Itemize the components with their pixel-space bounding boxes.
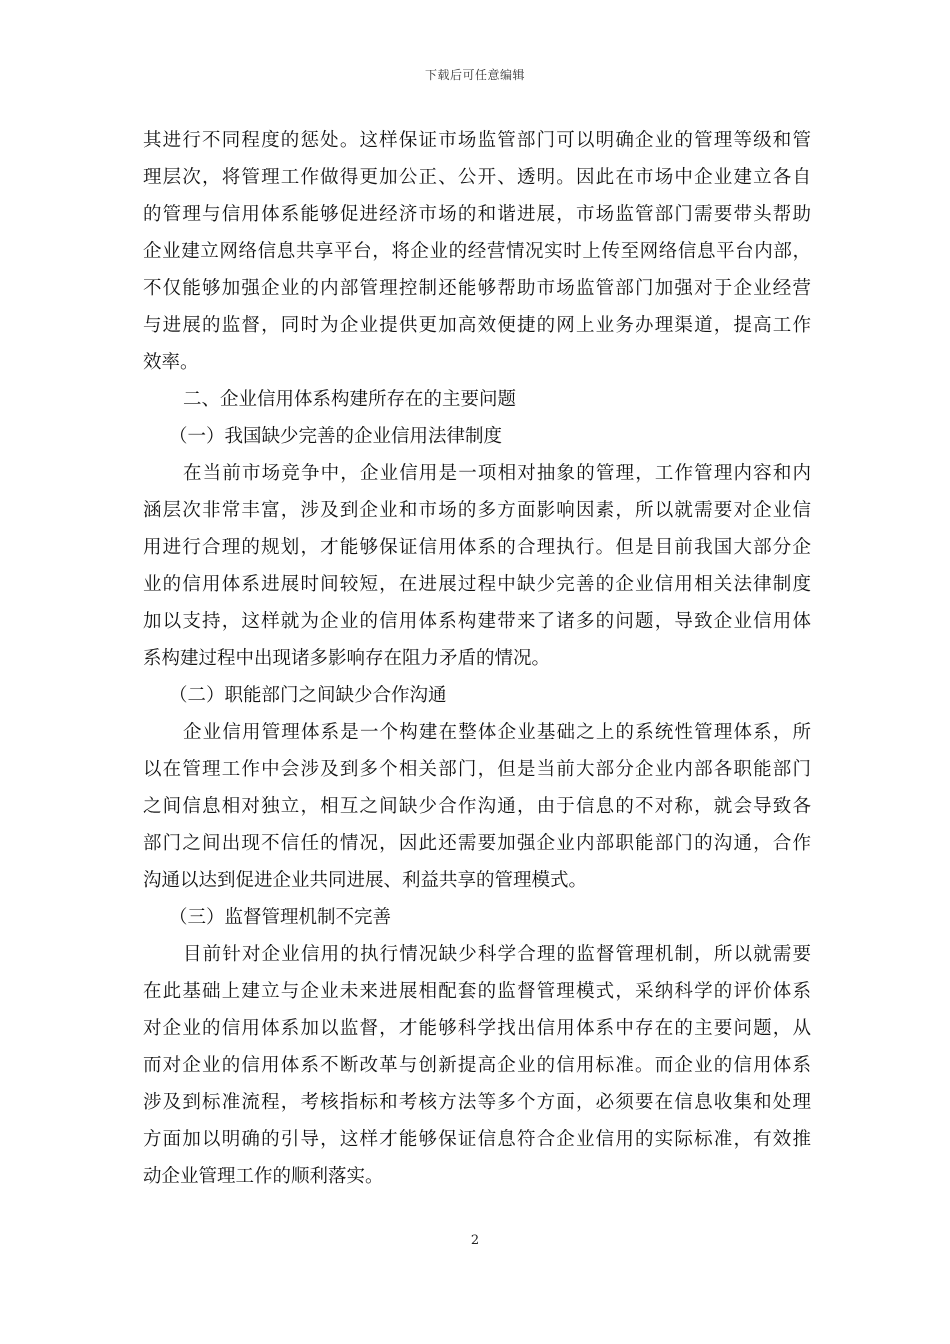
paragraph-line: 涵层次非常丰富，涉及到企业和市场的多方面影响因素，所以就需要对企业信 — [143, 500, 811, 521]
subsection-title: （二）职能部门之间缺少合作沟通 — [169, 685, 447, 706]
document-body — [143, 122, 811, 1195]
paragraph-line: 与进展的监督，同时为企业提供更加高效便捷的网上业务办理渠道，提高工作 — [143, 315, 811, 336]
paragraph-line: 的管理与信用体系能够促进经济市场的和谐进展，市场监管部门需要带头帮助 — [143, 204, 811, 225]
paragraph-line: 在此基础上建立与企业未来进展相配套的监督管理模式，采纳科学的评价体系 — [143, 981, 811, 1002]
paragraph-line: 以在管理工作中会涉及到多个相关部门，但是当前大部分企业内部各职能部门 — [143, 759, 811, 780]
paragraph-line: 对企业的信用体系加以监督，才能够科学找出信用体系中存在的主要问题，从 — [143, 1018, 811, 1039]
paragraph-line: 部门之间出现不信任的情况，因此还需要加强企业内部职能部门的沟通，合作 — [143, 833, 811, 854]
paragraph-line: 用进行合理的规划，才能够保证信用体系的合理执行。但是目前我国大部分企 — [143, 537, 811, 558]
page-header: 下载后可任意编辑 — [424, 68, 525, 82]
paragraph-line: 涉及到标准流程，考核指标和考核方法等多个方面，必须要在信息收集和处理 — [143, 1092, 811, 1113]
paragraph-line: 不仅能够加强企业的内部管理控制还能够帮助市场监管部门加强对于企业经营 — [143, 278, 811, 299]
paragraph-line: 沟通以达到促进企业共同进展、利益共享的管理模式。 — [143, 870, 588, 891]
page-number: 2 — [470, 1233, 480, 1248]
subsection-title: （三）监督管理机制不完善 — [169, 907, 392, 928]
paragraph-line: 企业建立网络信息共享平台，将企业的经营情况实时上传至网络信息平台内部， — [143, 241, 811, 262]
paragraph-line: 理层次，将管理工作做得更加公正、公开、透明。因此在市场中企业建立各自 — [143, 167, 811, 188]
paragraph-line: 系构建过程中出现诸多影响存在阻力矛盾的情况。 — [143, 648, 551, 669]
paragraph-line: 效率。 — [143, 352, 199, 373]
paragraph-line: 动企业管理工作的顺利落实。 — [143, 1166, 384, 1187]
paragraph-line: 目前针对企业信用的执行情况缺少科学合理的监督管理机制，所以就需要 — [183, 944, 811, 965]
paragraph-line: 之间信息相对独立，相互之间缺少合作沟通，由于信息的不对称，就会导致各 — [143, 796, 811, 817]
paragraph-line: 而对企业的信用体系不断改革与创新提高企业的信用标准。而企业的信用体系 — [143, 1055, 811, 1076]
paragraph-line: 在当前市场竞争中，企业信用是一项相对抽象的管理，工作管理内容和内 — [183, 463, 811, 484]
paragraph-line: 业的信用体系进展时间较短，在进展过程中缺少完善的企业信用相关法律制度 — [143, 574, 811, 595]
paragraph-line: 加以支持，这样就为企业的信用体系构建带来了诸多的问题，导致企业信用体 — [143, 611, 811, 632]
paragraph-line: 企业信用管理体系是一个构建在整体企业基础之上的系统性管理体系，所 — [183, 722, 811, 743]
section-heading: 二、企业信用体系构建所存在的主要问题 — [183, 389, 517, 410]
subsection-title: （一）我国缺少完善的企业信用法律制度 — [169, 426, 503, 447]
paragraph-line: 方面加以明确的引导，这样才能够保证信息符合企业信用的实际标准，有效推 — [143, 1129, 811, 1150]
paragraph-line: 其进行不同程度的惩处。这样保证市场监管部门可以明确企业的管理等级和管 — [143, 130, 811, 151]
